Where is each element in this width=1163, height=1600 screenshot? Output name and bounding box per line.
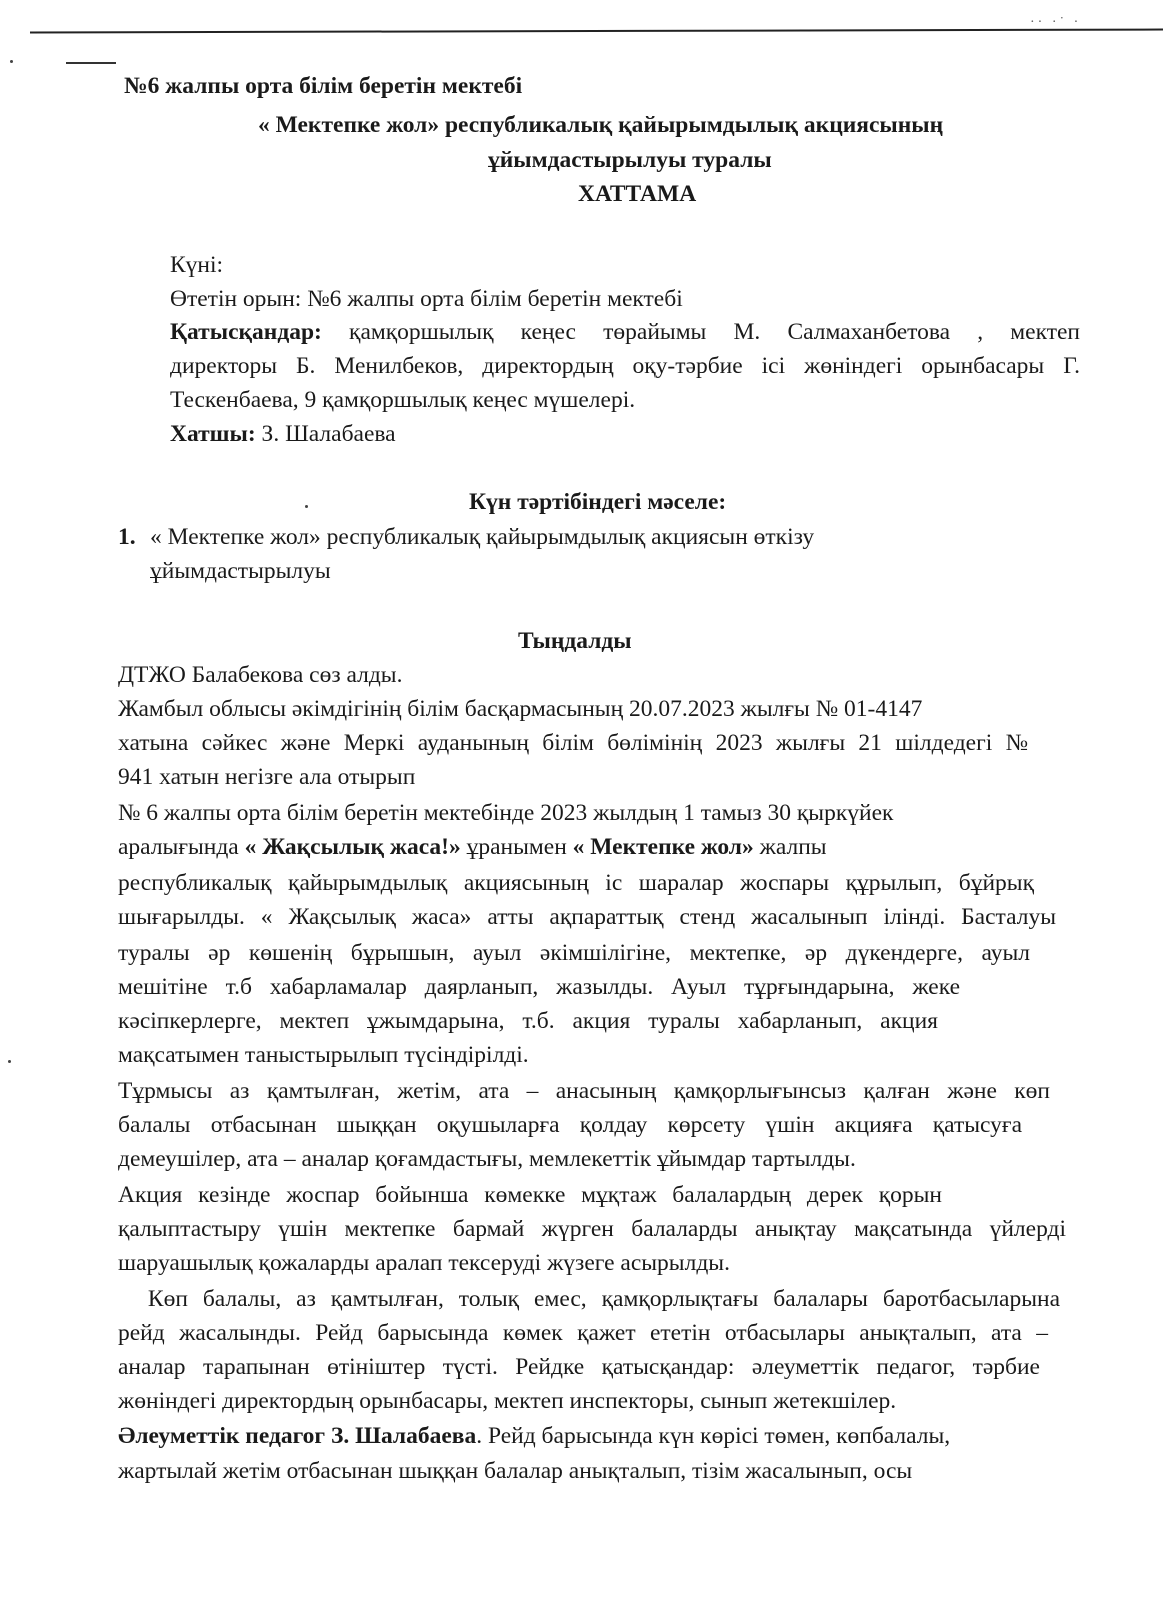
body-line: демеушілер, ата – аналар қоғамдастығы, мемлекеттік ұйымдар тартылды. — [118, 1146, 856, 1172]
body-line: Жамбыл облысы әкімдігінің білім басқармасының 20.07.2023 жылғы № 01-4147 — [118, 696, 923, 722]
text-fragment: жалпы — [753, 834, 827, 860]
secretary-label: Хатшы: — [170, 421, 256, 447]
participants-text: қамқоршылық кеңес төрайымы М. Салмаханбетова , мектеп — [349, 319, 1080, 345]
heard-title: Тыңдалды — [518, 628, 632, 654]
scan-speck — [305, 505, 308, 508]
agenda-item-line-2: ұйымдастырылуы — [150, 558, 331, 584]
scan-speck — [10, 60, 13, 63]
agenda-item-line-1: « Мектепке жол» республикалық қайырымдылық акциясын өткізу — [150, 524, 815, 550]
participants-label: Қатысқандар: — [170, 319, 322, 345]
school-name: №6 жалпы орта білім беретін мектебі — [124, 73, 523, 99]
speaker-name-bold: Әлеуметтік педагог З. Шалабаева — [118, 1423, 477, 1449]
subject-line-2: ұйымдастырылуы туралы — [488, 147, 772, 173]
body-line: мақсатымен таныстырылып түсіндірілді. — [118, 1042, 529, 1068]
agenda-title: Күн тәртібіндегі мәселе: — [469, 489, 727, 515]
scan-mark: ·· ·˙ · — [1030, 15, 1082, 30]
top-scan-rule — [30, 29, 1163, 34]
date-label: Күні: — [170, 252, 224, 278]
body-line: туралы әр көшенің бұрышын, ауыл әкімшілігіне, мектепке, әр дүкендерге, ауыл — [118, 940, 1030, 966]
secretary-line — [170, 418, 396, 451]
text-fragment: ұранымен — [460, 834, 573, 860]
body-line: Акция кезінде жоспар бойынша көмекке мұқтаж балалардың дерек қорын — [118, 1182, 942, 1208]
body-line: 941 хатын негізге ала отырып — [118, 764, 416, 790]
body-line: шығарылды. « Жақсылық жаса» атты ақпараттық стенд жасалынып ілінді. Басталуы — [118, 904, 1056, 930]
body-line: Тұрмысы аз қамтылған, жетім, ата – анасының қамқорлығынсыз қалған және көп — [118, 1078, 1050, 1104]
body-line: № 6 жалпы орта білім беретін мектебінде 2023 жылдың 1 тамыз 30 қыркүйек — [118, 800, 894, 826]
body-line: хатына сәйкес және Меркі ауданының білім бөлімінің 2023 жылғы 21 шілдедегі № — [118, 730, 1028, 756]
body-line: жөніндегі директордың орынбасары, мектеп инспекторы, сынып жетекшілер. — [118, 1388, 897, 1414]
body-line: Көп балалы, аз қамтылған, толық емес, қамқорлықтағы балалары баротбасыларына — [118, 1286, 1060, 1312]
participants-line-1 — [170, 316, 1080, 349]
body-line: республикалық қайырымдылық акциясының іс шаралар жоспары құрылып, бұйрық — [118, 870, 1034, 896]
document-title: ХАТТАМА — [578, 181, 697, 207]
body-line: балалы отбасынан шыққан оқушыларға қолдау көрсету үшін акцияға қатысуға — [118, 1112, 1022, 1138]
meeting-place: Өтетін орын: №6 жалпы орта білім беретін мектебі — [170, 286, 683, 312]
body-line: рейд жасалынды. Рейд барысында көмек қажет ететін отбасылары анықталып, ата – — [118, 1320, 1048, 1346]
participants-line-3: Тескенбаева, 9 қамқоршылық кеңес мүшелері. — [170, 387, 636, 413]
body-line: аналар тарапынан өтініштер түсті. Рейдке қатысқандар: әлеуметтік педагог, тәрбие — [118, 1354, 1040, 1380]
body-line: ДТЖО Балабекова сөз алды. — [118, 662, 403, 688]
speaker-line — [118, 1420, 950, 1453]
body-line: қалыптастыру үшін мектепке бармай жүрген балаларды анықтау мақсатында үйлерді — [118, 1216, 1066, 1242]
scan-speck — [8, 1060, 11, 1063]
agenda-item-number: 1. — [118, 524, 136, 550]
body-line: мешітіне т.б хабарламалар даярланып, жазылды. Ауыл тұрғындарына, жеке — [118, 974, 960, 1000]
short-scan-rule — [66, 62, 116, 64]
secretary-value: З. Шалабаева — [255, 421, 396, 447]
body-line: шаруашылық қожаларды аралап тексеруді жүзеге асырылды. — [118, 1250, 730, 1276]
body-line: кәсіпкерлерге, мектеп ұжымдарына, т.б. акция туралы хабарланып, акция — [118, 1008, 938, 1034]
body-line: жартылай жетім отбасынан шыққан балалар анықталып, тізім жасалынып, осы — [118, 1458, 913, 1484]
slogan-bold: « Жақсылық жаса!» — [244, 834, 461, 860]
body-line-slogan — [118, 831, 827, 864]
text-fragment: . Рейд барысында күн көрісі төмен, көпбалалы, — [476, 1423, 951, 1449]
participants-line-2: директоры Б. Менилбеков, директордың оқу-тәрбие ісі жөніндегі орынбасары Г. — [170, 353, 1080, 379]
text-fragment: аралығында — [118, 834, 245, 860]
subject-line-1: « Мектепке жол» республикалық қайырымдылық акциясының — [258, 112, 944, 138]
campaign-name-bold: « Мектепке жол» — [572, 834, 754, 860]
